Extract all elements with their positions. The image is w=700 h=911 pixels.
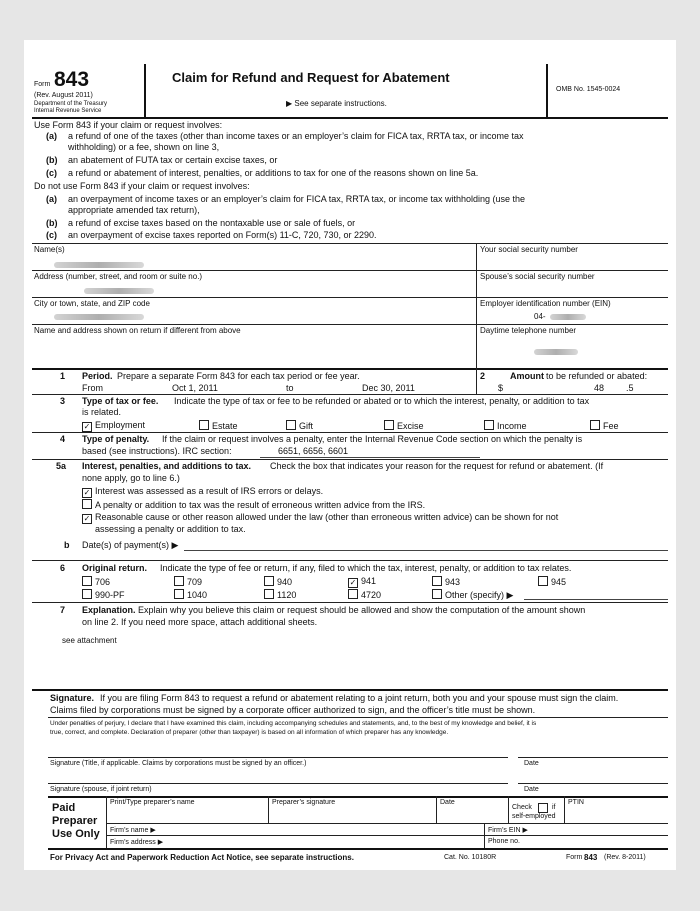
firm-ein-label: Firm’s EIN ▶	[488, 827, 528, 834]
line6-title: Original return.	[82, 563, 148, 573]
from-value[interactable]: Oct 1, 2011	[172, 383, 218, 393]
rule	[48, 796, 668, 798]
perjury-text: true, correct, and complete. Declaration of preparer (other than taxpayer) is based on all information of which preparer has any knowledge.	[50, 729, 449, 736]
line5a-num: 5a	[56, 461, 67, 471]
spouse-ssn-label: Spouse’s social security number	[480, 272, 595, 281]
spouse-signature-label: Signature (spouse, if joint return)	[50, 786, 152, 793]
form-page	[24, 40, 676, 870]
preparer-date-label: Date	[440, 799, 455, 806]
city-label: City or town, state, and ZIP code	[34, 299, 150, 308]
line1-text: Prepare a separate Form 843 for each tax period or fee year.	[117, 371, 360, 381]
signature-text: Claims filed by corporations must be signed by a corporate officer authorized to sign, and the officer’s title must be shown.	[50, 705, 536, 715]
line3-title: Type of tax or fee.	[82, 396, 159, 406]
cell-divider	[268, 796, 269, 823]
address-label: Address (number, street, and room or suite no.)	[34, 272, 203, 281]
checkbox[interactable]	[82, 576, 92, 586]
checkbox[interactable]	[286, 420, 296, 430]
phone-value[interactable]	[534, 349, 578, 355]
irs: Internal Revenue Service	[34, 108, 102, 114]
reason-option[interactable]: ✓ Reasonable cause or other reason allowed under the law (other than erroneous written advice) can be shown for not	[83, 512, 559, 523]
ein-label: Employer identification number (EIN)	[480, 299, 611, 308]
rule	[32, 459, 668, 460]
donot-key: (b)	[46, 218, 58, 228]
line1-num: 1	[60, 371, 66, 381]
line4-text: If the claim or request involves a penalty, enter the Internal Revenue Code section on which the penalty is	[162, 434, 583, 444]
checkbox[interactable]	[174, 576, 184, 586]
dollar-sign: $	[498, 383, 504, 393]
perjury-text: Under penalties of perjury, I declare that I have examined this claim, including accompanying schedules and statements, and, to the best of my knowledge and belief, it is	[50, 720, 537, 727]
irc-line	[260, 457, 480, 458]
return-option[interactable]: 706	[82, 576, 110, 587]
signature-line[interactable]	[48, 757, 508, 758]
signature-title: Signature.	[50, 693, 95, 703]
checkbox[interactable]: ✓	[83, 488, 91, 497]
line2-num: 2	[480, 371, 486, 381]
return-option[interactable]: 990-PF	[82, 589, 125, 600]
to-label: to	[286, 383, 294, 393]
name-label: Name(s)	[34, 245, 65, 254]
firm-address-label: Firm’s address ▶	[110, 839, 164, 846]
tax-type-option[interactable]: ✓ Employment	[83, 420, 146, 431]
reason-text: assessing a penalty or addition to tax.	[95, 524, 246, 534]
checkbox[interactable]: ✓	[83, 422, 91, 431]
firm-name-label: Firm’s name ▶	[110, 827, 156, 834]
rule	[106, 835, 668, 836]
footer-revision: (Rev. 8-2011)	[604, 854, 646, 861]
form-title: Claim for Refund and Request for Abatement	[172, 70, 450, 85]
donot-line: Do not use Form 843 if your claim or request involves:	[34, 181, 250, 191]
date-label: Date	[524, 760, 539, 767]
line5a-title: Interest, penalties, and additions to tax.	[82, 461, 252, 471]
name-value[interactable]	[54, 262, 144, 268]
checkbox[interactable]	[199, 420, 209, 430]
privacy-notice: For Privacy Act and Paperwork Reduction Act Notice, see separate instructions.	[50, 853, 354, 862]
city-value[interactable]	[54, 314, 144, 320]
footer-form-word: Form	[566, 854, 583, 861]
donot-key: (c)	[46, 230, 57, 240]
if-label: if	[552, 804, 556, 811]
line4-text: based (see instructions). IRC section:	[82, 446, 232, 456]
line7-num: 7	[60, 605, 66, 615]
return-option[interactable]: 943	[432, 576, 460, 587]
see-instructions: ▶ See separate instructions.	[286, 99, 387, 108]
amount-cents[interactable]: .5	[626, 383, 634, 393]
other-specify-line[interactable]	[524, 599, 668, 600]
tax-type-option[interactable]: Income	[484, 420, 527, 431]
line12-divider	[476, 368, 477, 394]
name-diff-label: Name and address shown on return if different from above	[34, 326, 241, 335]
line4-num: 4	[60, 434, 66, 444]
form-revision: (Rev. August 2011)	[34, 92, 93, 99]
line6-num: 6	[60, 563, 66, 573]
info-top-rule	[32, 243, 668, 244]
return-option[interactable]: 1120	[264, 589, 296, 600]
preparer-name-label: Print/Type preparer’s name	[110, 799, 195, 806]
checkbox[interactable]	[590, 420, 600, 430]
checkbox[interactable]	[264, 589, 274, 599]
use-line: Use Form 843 if your claim or request involves:	[34, 120, 223, 130]
irc-value[interactable]: 6651, 6656, 6601	[278, 446, 349, 456]
phone-no-label: Phone no.	[488, 838, 520, 845]
checkbox[interactable]	[484, 420, 494, 430]
signature-label: Signature (Title, if applicable. Claims by corporations must be signed by an officer.)	[50, 760, 307, 767]
use-text: withholding) or a fee, shown on line 3,	[68, 142, 220, 152]
self-employed-label: self-employed	[512, 813, 556, 820]
ptin-label: PTIN	[568, 799, 584, 806]
return-option[interactable]: 4720	[348, 589, 381, 600]
tax-type-option[interactable]: Estate	[199, 420, 238, 431]
form-number: 843	[54, 68, 90, 91]
phone-label: Daytime telephone number	[480, 326, 577, 335]
ssn-label: Your social security number	[480, 245, 578, 254]
line5a-text: Check the box that indicates your reason for the request for refund or abatement. (If	[270, 461, 604, 471]
preparer-signature-label: Preparer’s signature	[272, 799, 336, 806]
checkbox[interactable]	[82, 499, 92, 509]
address-value[interactable]	[84, 288, 154, 294]
payment-dates-line[interactable]	[184, 550, 668, 551]
cat-number: Cat. No. 10180R	[444, 854, 497, 861]
line3-text: is related.	[82, 407, 122, 417]
reason-option[interactable]: ✓ Interest was assessed as a result of IRS errors or delays.	[83, 486, 324, 497]
line1-title: Period.	[82, 371, 113, 381]
use-text: a refund or abatement of interest, penalties, or additions to tax for one of the reasons shown on line 5a.	[68, 168, 479, 178]
checkbox[interactable]	[174, 589, 184, 599]
department: Department of the Treasury	[34, 101, 108, 107]
use-text: a refund of one of the taxes (other than income taxes or an employer’s claim for FICA tax, RRTA tax, or income tax	[68, 131, 524, 141]
rule	[106, 823, 668, 824]
line7-text: Explain why you believe this claim or request should be allowed and show the computation of the amount shown	[138, 605, 586, 615]
explanation-answer[interactable]: see attachment	[62, 636, 117, 645]
preparer-divider	[106, 796, 107, 848]
spouse-date-label: Date	[524, 786, 539, 793]
cell-divider	[564, 796, 565, 823]
preparer-label: Preparer	[52, 815, 98, 827]
use-key: (c)	[46, 168, 57, 178]
ein-masked	[550, 314, 586, 320]
to-value[interactable]: Dec 30, 2011	[362, 383, 415, 393]
donot-text: appropriate amended tax return),	[68, 205, 200, 215]
header-divider-left	[144, 64, 146, 117]
use-only-label: Use Only	[52, 828, 100, 840]
checkbox[interactable]: ✓	[349, 578, 357, 587]
form-word: Form	[34, 81, 51, 88]
return-option[interactable]: Other (specify) ▶	[432, 589, 513, 601]
tax-type-option[interactable]: Excise	[384, 420, 424, 431]
line3-text: Indicate the type of tax or fee to be refunded or abated or to which the interest, penalty, or addition to tax	[174, 396, 590, 406]
header-rule	[32, 117, 668, 119]
signature-text: If you are filing Form 843 to request a refund or abatement relating to a joint return, both you and your spouse must sign the claim.	[100, 693, 619, 703]
checkbox[interactable]	[348, 589, 358, 599]
tax-type-option[interactable]: Fee	[590, 420, 619, 431]
checkbox[interactable]: ✓	[83, 514, 91, 523]
amount-value[interactable]: 48	[594, 383, 605, 393]
return-option[interactable]: ✓ 941	[349, 576, 377, 587]
line3-num: 3	[60, 396, 66, 406]
rule	[48, 717, 668, 718]
line6-text: Indicate the type of fee or return, if any, filed to which the tax, interest, penalty, or addition to tax relates.	[160, 563, 572, 573]
date-line[interactable]	[518, 757, 668, 758]
info-divider	[476, 243, 477, 368]
rule	[32, 602, 668, 603]
spouse-signature-line[interactable]	[48, 783, 508, 784]
line5b-num: b	[64, 540, 70, 550]
checkbox[interactable]	[82, 589, 92, 599]
paid-label: Paid	[52, 802, 76, 814]
check-label: Check	[512, 804, 532, 811]
rule	[32, 560, 668, 561]
footer-form-number: 843	[584, 853, 598, 862]
line7-title: Explanation.	[82, 605, 136, 615]
use-key: (a)	[46, 131, 57, 141]
checkbox[interactable]	[432, 589, 442, 599]
rule	[32, 368, 668, 370]
checkbox[interactable]	[264, 576, 274, 586]
rule	[32, 297, 668, 298]
ein-value[interactable]: 04-	[534, 312, 546, 321]
line2-title: Amount	[510, 371, 544, 381]
rule	[32, 270, 668, 271]
line4-title: Type of penalty.	[82, 434, 150, 444]
rule	[32, 324, 668, 325]
cell-divider	[436, 796, 437, 823]
line7-text: on line 2. If you need more space, attach additional sheets.	[82, 617, 318, 627]
rule	[32, 689, 668, 691]
header-divider-right	[546, 64, 548, 117]
checkbox[interactable]	[384, 420, 394, 430]
line2-text: to be refunded or abated:	[546, 371, 648, 381]
donot-text: a refund of excise taxes based on the nontaxable use or sale of fuels, or	[68, 218, 356, 228]
return-option[interactable]: 940	[264, 576, 292, 587]
donot-key: (a)	[46, 194, 57, 204]
donot-text: an overpayment of excise taxes reported on Form(s) 11-C, 720, 730, or 2290.	[68, 230, 377, 240]
reason-option[interactable]: A penalty or addition to tax was the result of erroneous written advice from the IRS.	[82, 499, 425, 510]
use-text: an abatement of FUTA tax or certain excise taxes, or	[68, 155, 278, 165]
checkbox[interactable]	[538, 576, 548, 586]
from-label: From	[82, 383, 103, 393]
self-employed-checkbox[interactable]	[538, 803, 548, 813]
line5a-text: none apply, go to line 6.)	[82, 473, 180, 483]
line5b-text: Date(s) of payment(s) ▶	[82, 540, 179, 550]
return-option[interactable]: 709	[174, 576, 202, 587]
return-option[interactable]: 1040	[174, 589, 207, 600]
checkbox[interactable]	[432, 576, 442, 586]
rule	[32, 394, 668, 395]
omb-number: OMB No. 1545-0024	[556, 86, 621, 93]
return-option[interactable]: 945	[538, 576, 566, 587]
cell-divider	[508, 796, 509, 823]
rule	[48, 848, 668, 850]
use-key: (b)	[46, 155, 58, 165]
donot-text: an overpayment of income taxes or an employer’s claim for FICA tax, RRTA tax, or income tax withholding (use the	[68, 194, 526, 204]
tax-type-option[interactable]: Gift	[286, 420, 313, 431]
spouse-date-line[interactable]	[518, 783, 668, 784]
rule	[32, 432, 668, 433]
